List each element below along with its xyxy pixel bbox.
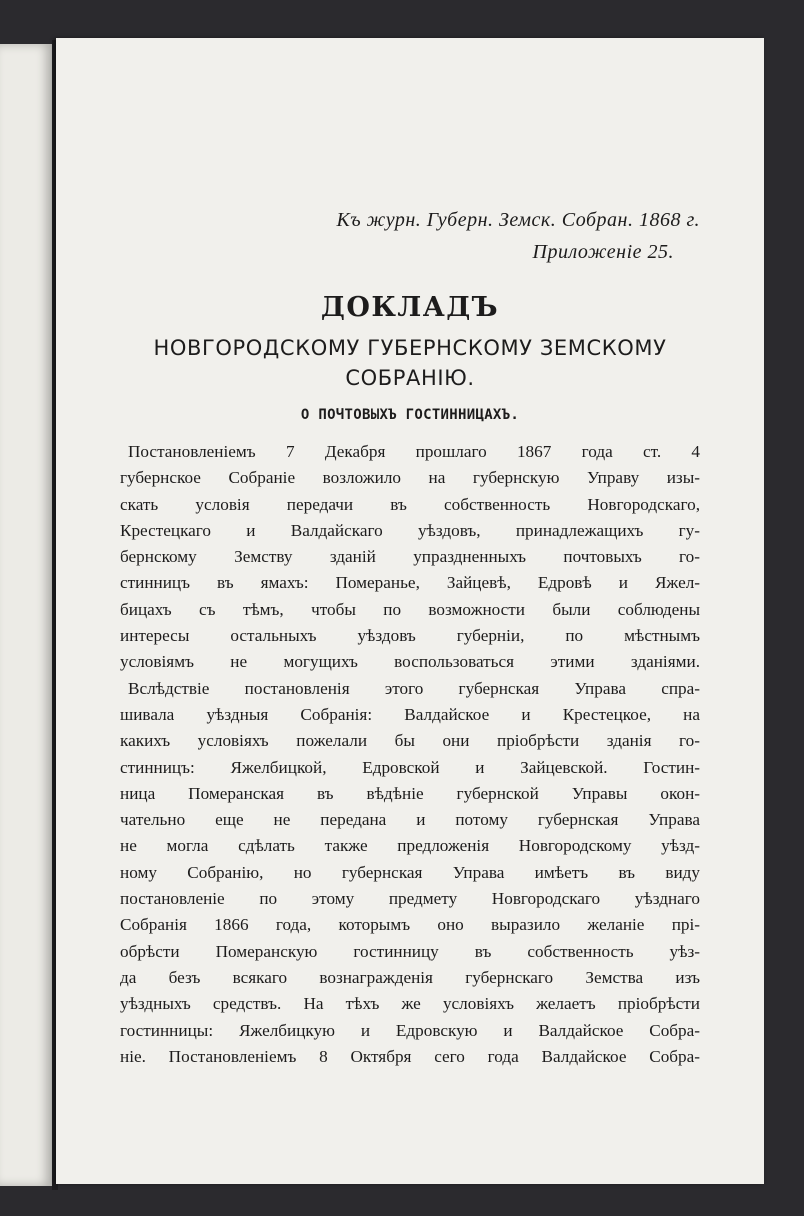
body-line: какихъ условіяхъ пожелали бы они пріобрѣсти зданія го-	[120, 731, 700, 751]
body-line: ница Померанская въ вѣдѣніе губернской Управы окон-	[120, 783, 700, 803]
addressee-line: СОБРАНІЮ.	[345, 366, 475, 390]
body-line: Вслѣдствіе постановленія этого губернская Управа спра-	[128, 678, 700, 698]
body-line: губернское Собраніе возложило на губернскую Управу изы-	[120, 468, 700, 488]
right-page	[56, 38, 764, 1184]
addressee-line: НОВГОРОДСКОМУ ГУБЕРНСКОМУ ЗЕМСКОМУ	[153, 336, 667, 360]
body-line: ному Собранію, но губернская Управа имѣетъ въ виду	[120, 862, 700, 882]
body-line: Постановленіемъ 7 Декабря прошлаго 1867 года ст. 4	[128, 442, 700, 461]
body-line: обрѣсти Померанскую гостинницу въ собственность уѣз-	[120, 941, 700, 961]
appendix-reference-line: Приложеніе 25.	[532, 241, 674, 263]
body-line: Крестецкаго и Валдайскаго уѣздовъ, принадлежащихъ гу-	[120, 520, 700, 540]
body-line: стинницъ въ ямахъ: Померанье, Зайцевѣ, Едровѣ и Яжел-	[120, 573, 700, 593]
body-line: условіямъ не могущихъ воспользоваться этими зданіями.	[120, 652, 700, 672]
document-title: ДОКЛАДЪ	[320, 292, 500, 323]
body-line: стинницъ: Яжелбицкой, Едровской и Зайцевской. Гостин-	[120, 757, 700, 777]
body-line: Собранія 1866 года, которымъ оно выразило желаніе прі-	[120, 915, 700, 935]
left-page-edge	[0, 44, 52, 1186]
body-line: интересы остальныхъ уѣздовъ губерніи, по мѣстнымъ	[120, 626, 700, 646]
body-line: да безъ всякаго вознагражденія губернскаго Земства изъ	[120, 967, 700, 987]
body-line: гостинницы: Яжелбицкую и Едровскую и Валдайское Собра-	[120, 1020, 700, 1040]
body-line: чательно еще не передана и потому губернская Управа	[120, 810, 700, 830]
section-heading: О ПОЧТОВЫХЪ ГОСТИННИЦАХЪ.	[300, 407, 520, 423]
body-line: уѣздныхъ средствъ. На тѣхъ же условіяхъ желаетъ пріобрѣсти	[120, 994, 700, 1014]
journal-reference	[120, 204, 700, 268]
document-addressee	[120, 333, 700, 393]
body-line: не могла сдѣлать также предложенія Новгородскому уѣзд-	[120, 836, 700, 856]
body-line: постановленіе по этому предмету Новгородскаго уѣзднаго	[120, 889, 700, 909]
journal-reference-line: Къ журн. Губерн. Земск. Собран. 1868 г.	[336, 209, 700, 231]
page-content	[120, 204, 700, 1070]
body-text	[120, 439, 700, 1070]
body-line: шивала уѣздныя Собранія: Валдайское и Крестецкое, на	[120, 704, 700, 724]
body-line: бицахъ съ тѣмъ, чтобы по возможности были соблюдены	[120, 599, 700, 619]
body-line: бернскому Земству зданій упраздненныхъ почтовыхъ го-	[120, 547, 700, 567]
body-line: скать условія передачи въ собственность Новгородскаго,	[120, 494, 700, 514]
body-line: ніе. Постановленіемъ 8 Октября сего года Валдайское Собра-	[120, 1046, 700, 1066]
